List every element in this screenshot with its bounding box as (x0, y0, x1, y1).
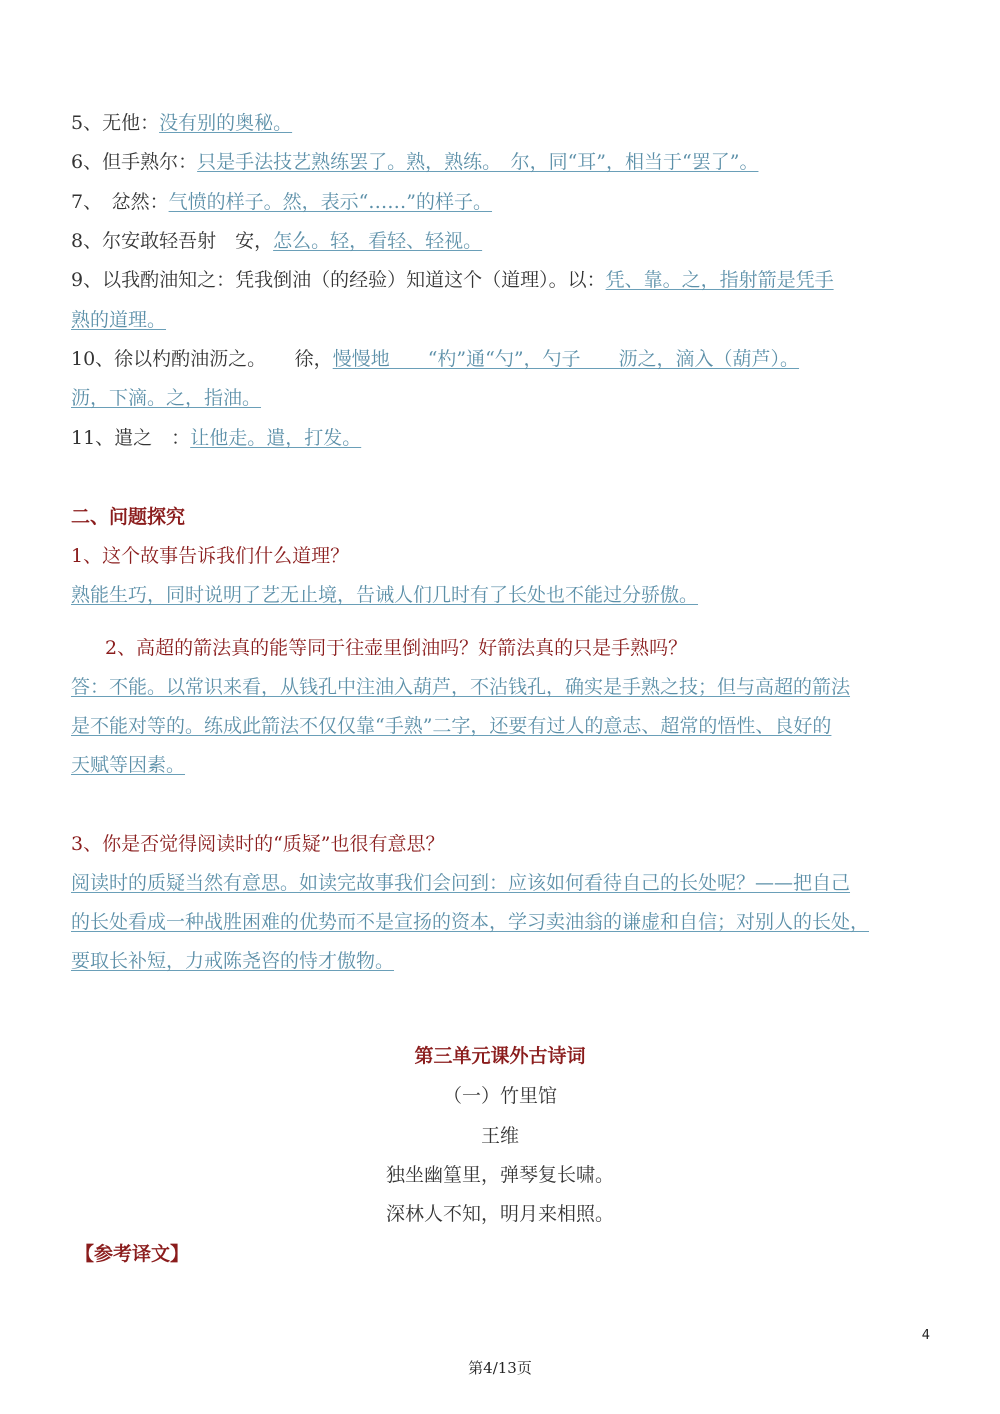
note-answer: 怎么。轻，看轻、轻视。 (273, 230, 483, 252)
note-answer: 只是手法技艺熟练罢了。熟，熟练。 尔，同“耳”，相当于“罢了”。 (197, 151, 759, 173)
note-9-cont (71, 308, 931, 332)
answer-text: 要取长补短，力戒陈尧咨的恃才傲物。 (71, 950, 395, 972)
note-answer: 慢慢地 “杓”通“勺”，勺子 沥之，滴入（葫芦）。 (332, 348, 800, 370)
answer-2-line-3 (71, 753, 931, 777)
note-11 (71, 426, 931, 450)
poem-author: 王维 (480, 1125, 519, 1147)
note-9 (71, 268, 931, 292)
answer-3-line-1 (71, 871, 931, 895)
note-answer-cont: 熟的道理。 (71, 309, 167, 331)
note-label: 9、以我酌油知之：凭我倒油（的经验）知道这个（道理）。以： (71, 269, 606, 291)
question-1: 1、这个故事告诉我们什么道理？ (71, 545, 350, 567)
poem-line-1: 独坐幽篁里，弹琴复长啸。 (385, 1164, 614, 1186)
poem-title: （一）竹里馆 (442, 1085, 557, 1107)
poem-line-2: 深林人不知，明月来相照。 (385, 1203, 614, 1225)
note-answer: 气愤的样子。然，表示“……”的样子。 (168, 191, 493, 213)
section-heading: 二、问题探究 (71, 506, 186, 528)
note-8 (71, 229, 931, 253)
note-label: 7、 忿然： (71, 191, 169, 213)
note-5 (71, 111, 931, 135)
note-10-cont (71, 386, 931, 410)
unit-title: 第三单元课外古诗词 (414, 1045, 586, 1067)
note-answer-cont: 沥，下滴。之，指油。 (71, 387, 262, 409)
answer-text: 天赋等因素。 (71, 754, 186, 776)
note-label: 11、遣之 ： (71, 427, 191, 449)
answer-text: 阅读时的质疑当然有意思。如读完故事我们会问到：应该如何看待自己的长处呢？——把自己 (71, 872, 851, 894)
note-answer: 没有别的奥秘。 (159, 112, 293, 134)
note-label: 10、徐以杓酌油沥之。 徐， (71, 348, 333, 370)
note-6 (71, 150, 931, 174)
answer-3-line-3 (71, 949, 931, 973)
note-label: 6、但手熟尔： (71, 151, 198, 173)
answer-text: 答：不能。以常识来看，从钱孔中注油入葫芦，不沾钱孔，确实是手熟之技；但与高超的箭法 (71, 676, 851, 698)
note-10 (71, 347, 931, 371)
page-number: 4 (921, 1328, 930, 1343)
question-3: 3、你是否觉得阅读时的“质疑”也很有意思？ (71, 833, 445, 855)
note-answer: 让他走。遣，打发。 (190, 427, 362, 449)
answer-text: 的长处看成一种战胜困难的优势而不是宣扬的资本，学习卖油翁的谦虚和自信；对别人的长处， (71, 911, 870, 933)
answer-2-line-1 (71, 675, 931, 699)
answer-3-line-2 (71, 910, 931, 934)
answer-1 (71, 583, 931, 607)
answer-text: 熟能生巧，同时说明了艺无止境，告诫人们几时有了长处也不能过分骄傲。 (71, 584, 699, 606)
note-label: 8、尔安敢轻吾射 安， (71, 230, 274, 252)
note-label: 5、无他： (71, 112, 160, 134)
answer-2-line-2 (71, 714, 931, 738)
note-7 (71, 190, 931, 214)
reference-translation-label: 【参考译文】 (75, 1243, 190, 1265)
page-footer: 第4/13页 (468, 1359, 532, 1377)
answer-text: 是不能对等的。练成此箭法不仅仅靠“手熟”二字，还要有过人的意志、超常的悟性、良好的 (71, 715, 832, 737)
question-2: 2、高超的箭法真的能等同于往壶里倒油吗？好箭法真的只是手熟吗？ (105, 637, 688, 659)
note-answer: 凭、靠。之，指射箭是凭手 (605, 269, 834, 291)
